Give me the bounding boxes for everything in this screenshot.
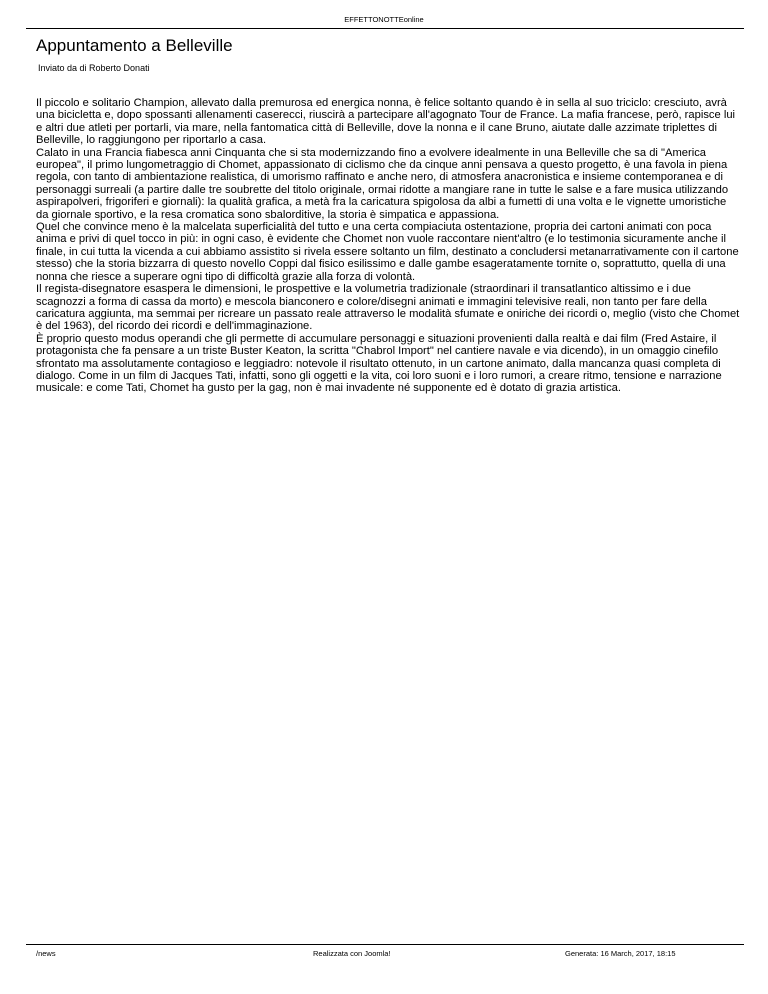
header-divider	[26, 28, 744, 29]
site-header: EFFETTONOTTEonline	[344, 15, 424, 24]
paragraph: Quel che convince meno è la malcelata superficialità del tutto e una certa compiaciuta ostentazione, propria dei cartoni animati con poca anima e privi di quel tocco in più: in ogni caso, è evidente che Chomet non vuole raccontare nient'altro (e lo testimonia sicuramente anche il finale, in cui tutta la vicenda a cui abbiamo assistito si rivela essere soltanto un film, destinato a concludersi metanarrativamente con il cartone stesso) che la storia bizzarra di questo novello Coppi dal fisico esilissimo e dalle gambe esageratamente tornite o, soprattutto, quella di una nonna che riesce a superare ogni tipo di difficoltà grazie alla forza di volontà.	[36, 221, 739, 283]
paragraph: Il piccolo e solitario Champion, allevato dalla premurosa ed energica nonna, è felice soltanto quando è in sella al suo triciclo: cresciuto, avrà una bicicletta e, dopo spossanti allenamenti caserecci, riuscirà a partecipare all'agognato Tour de France. La mafia francese, però, rapisce lui e altri due atleti per portarli, via mare, nella fantomatica città di Belleville, dove la nonna e il cane Bruno, aiutate dalle azzimate triplettes di Belleville, lo raggiungono per riportarlo a casa.	[36, 97, 736, 147]
footer-powered-by: Realizzata con Joomla!	[313, 949, 391, 958]
footer-path: /news	[36, 949, 56, 958]
paragraph: Il regista-disegnatore esaspera le dimensioni, le prospettive e la volumetria tradizionale (straordinari il transatlantico altissimo e i due scagnozzi a forma di cassa da morto) e mescola bianconero e colore/disegni animati e immagini televisive reali, non tanto per fare della caricatura aggiunta, ma semmai per ricreare un passato reale attraverso le modalità sfumate e oniriche dei ricordi o, meglio (visto che Chomet è del 1963), del ricordo dei ricordi e dell'immaginazione.	[36, 283, 740, 333]
article-byline: Inviato da di Roberto Donati	[38, 63, 150, 73]
article-title: Appuntamento a Belleville	[36, 36, 233, 55]
footer-generated-date: Generata: 16 March, 2017, 18:15	[565, 949, 676, 958]
paragraph: Calato in una Francia fiabesca anni Cinquanta che si sta modernizzando fino a evolvere idealmente in una Belleville che sa di "America europea", il primo lungometraggio di Chomet, appassionato di ciclismo che da cinque anni pensava a questo progetto, è una favola in piena regola, con tanto di ambientazione realistica, di umorismo raffinato e anche nero, di atmosfera anacronistica e insieme contemporanea e di personaggi surreali (a partire dalle tre soubrette del titolo originale, ormai ridotte a mangiare rane in tutte le salse e a fare musica utilizzando aspirapolveri, frigoriferi e giornali): la qualità grafica, a metà fra la caricatura spigolosa da albi a fumetti di una volta e le vignette umoristiche da giornale sportivo, e la resa cromatica sono sbalorditive, la storia è simpatica e appassiona.	[36, 146, 729, 221]
footer-divider	[26, 944, 744, 945]
paragraph: È proprio questo modus operandi che gli permette di accumulare personaggi e situazioni provenienti dalla realtà e dai film (Fred Astaire, il protagonista che fa pensare a un triste Buster Keaton, la scritta "Chabrol Import" nel cantiere navale e via dicendo), in un omaggio cinefilo sfrontato ma assolutamente contagioso e leggiadro: notevole il risultato ottenuto, in un cartone animato, dalla mancanza quasi completa di dialogo. Come in un film di Jacques Tati, infatti, sono gli oggetti e la vita, coi loro suoni e i loro rumori, a creare ritmo, tensione e narrazione musicale: e come Tati, Chomet ha gusto per la gag, non è mai invadente né supponente ed è dotato di grazia artistica.	[36, 332, 722, 395]
article-body	[36, 97, 741, 395]
